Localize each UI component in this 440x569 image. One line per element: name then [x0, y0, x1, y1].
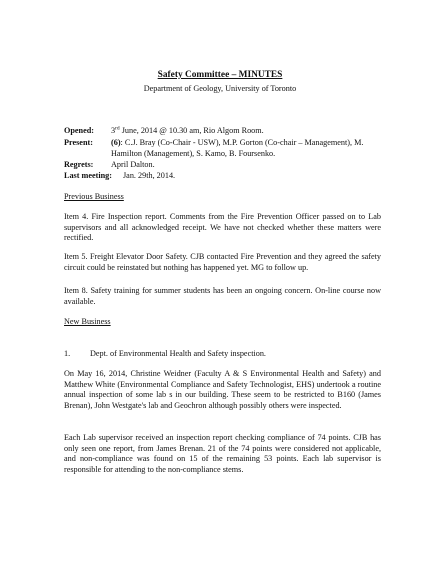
inspection-paragraph: On May 16, 2014, Christine Weidner (Faculty A & S Environmental Health and Safety) and Matthew White (Environmental Compliance and Safety Technologist, EHS) undertook a routine annual inspection of some lab s in our building. These seem to be restricted to B160 (James Brenan), John Westgate's lab and Geochron although possibly others were inspected.: [64, 369, 381, 410]
last-meeting-row: [64, 170, 384, 181]
last-meeting-value: Jan. 29th, 2014.: [123, 171, 176, 180]
opened-row: [64, 125, 384, 136]
present-label: Present:: [64, 138, 93, 147]
new-item-number: 1.: [64, 349, 71, 358]
opened-label: Opened:: [64, 126, 95, 135]
opened-details: June, 2014 @ 10.30 am, Rio Algom Room.: [119, 126, 264, 135]
present-value: [111, 137, 383, 148]
opened-value: [111, 125, 383, 136]
previous-item-5: Item 5. Freight Elevator Door Safety. CJB contacted Fire Prevention and they agreed the safety circuit could be reinstated but nothing has happened yet. MG to follow up.: [64, 252, 381, 272]
new-item-title: Dept. of Environmental Health and Safety inspection.: [90, 349, 266, 358]
last-meeting-label: Last meeting:: [64, 171, 112, 180]
present-count: (6): [111, 138, 121, 147]
present-line-1: : C.J. Bray (Co-Chair - USW), M.P. Gorton (Co-chair – Management), M.: [120, 138, 364, 147]
previous-business-heading: Previous Business: [64, 192, 124, 201]
new-business-heading: New Business: [64, 317, 111, 326]
regrets-label: Regrets:: [64, 160, 94, 169]
present-row: [64, 137, 384, 159]
regrets-row: [64, 159, 384, 170]
regrets-value: April Dalton.: [111, 160, 155, 169]
department-subtitle: Department of Geology, University of Toronto: [143, 84, 297, 93]
present-line-2: Hamilton (Management), S. Kamo, B. Foursenko.: [111, 149, 276, 158]
opened-day-suffix: rd: [115, 125, 120, 132]
compliance-paragraph: Each Lab supervisor received an inspection report checking compliance of 74 points. CJB has only seen one report, from James Brenan. 21 of the 74 points were considered not applicable, and non-compliance was found on 15 of the remaining 53 points. Each lab supervisor is responsible for attending to the non-compliance stems.: [64, 433, 381, 474]
previous-item-4: Item 4. Fire Inspection report. Comments from the Fire Prevention Officer passed on to Lab supervisors and all acknowledged receipt. We have not checked whether these matters were rectified.: [64, 212, 381, 243]
previous-item-8: Item 8. Safety training for summer students has been an ongoing concern. On-line course now available.: [64, 286, 381, 306]
document-title: Safety Committee – MINUTES: [157, 70, 283, 80]
opened-day: 3: [111, 126, 116, 135]
